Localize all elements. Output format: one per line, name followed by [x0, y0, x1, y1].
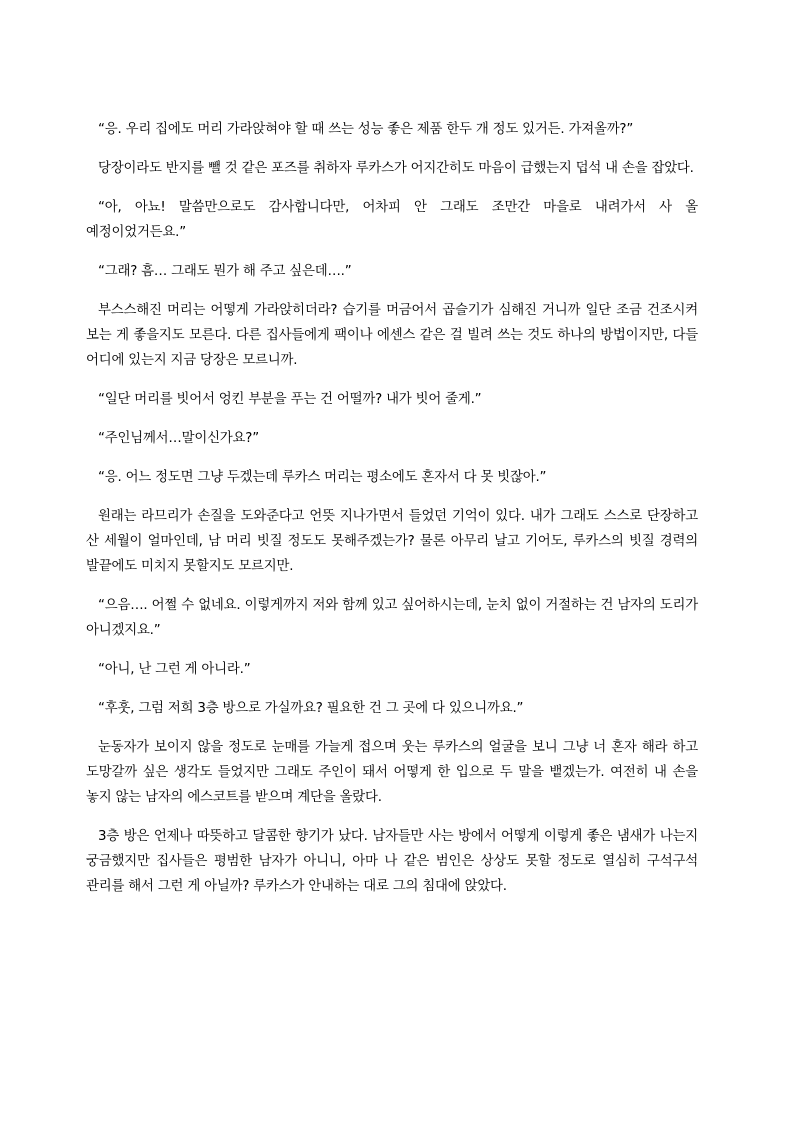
paragraph: “응. 우리 집에도 머리 가라앉혀야 할 때 쓰는 성능 좋은 제품 한두 개 정도 있거든. 가져올까?”	[98, 122, 634, 137]
paragraph: “후훗, 그럼 저희 3층 방으로 가실까요? 필요한 건 그 곳에 다 있으니까요.”	[98, 701, 524, 716]
paragraph: “아니, 난 그런 게 아니라.”	[98, 662, 251, 677]
paragraph: “아, 아뇨! 말씀만으로도 감사합니다만, 어차피 안 그래도 조만간 마을로 내려가서 사 올 예정이었거든요.”	[86, 200, 698, 240]
paragraph: 부스스해진 머리는 어떻게 가라앉히더라? 습기를 머금어서 곱슬기가 심해진 거니까 일단 조금 건조시켜 보는 게 좋을지도 모른다. 다른 집사들에게 팩이나 에센스 같은 걸 빌려 쓰는 것도 하나의 방법이지만, 다들 어디에 있는지 지금 당장은 모르니까.	[86, 303, 698, 368]
paragraph: 원래는 라므리가 손질을 도와준다고 언뜻 지나가면서 들었던 기억이 있다. 내가 그래도 스스로 단장하고 산 세월이 얼마인데, 남 머리 빗질 정도도 못해주겠는가? 물론 아무리 날고 기어도, 루카스의 빗질 경력의 발끝에도 미치지 못할지도 모르지만.	[86, 509, 698, 574]
paragraph: 3층 방은 언제나 따뜻하고 달콤한 향기가 났다. 남자들만 사는 방에서 어떻게 이렇게 좋은 냄새가 나는지 궁금했지만 집사들은 평범한 남자가 아니니, 아마 나 같은 범인은 상상도 못할 정도로 열심히 구석구석 관리를 해서 그런 게 아닐까? 루카스가 안내하는 대로 그의 침대에 앉았다.	[86, 829, 698, 894]
paragraph: “일단 머리를 빗어서 엉킨 부분을 푸는 건 어떨까? 내가 빗어 줄게.”	[98, 392, 482, 407]
body-text	[86, 117, 698, 913]
paragraph: “그래? 흠… 그래도 뭔가 해 주고 싶은데….”	[98, 264, 352, 279]
paragraph: 당장이라도 반지를 뺄 것 같은 포즈를 취하자 루카스가 어지간히도 마음이 급했는지 덥석 내 손을 잡았다.	[98, 161, 694, 176]
paragraph: 눈동자가 보이지 않을 정도로 눈매를 가늘게 접으며 웃는 루카스의 얼굴을 보니 그냥 너 혼자 해라 하고 도망갈까 싶은 생각도 들었지만 그래도 주인이 돼서 어떻게 한 입으로 두 말을 뱉겠는가. 여전히 내 손을 놓지 않는 남자의 에스코트를 받으며 계단을 올랐다.	[86, 740, 698, 805]
paragraph: “주인님께서…말이신가요?”	[98, 431, 259, 446]
paragraph: “으음…. 어쩔 수 없네요. 이렇게까지 저와 함께 있고 싶어하시는데, 눈치 없이 거절하는 건 남자의 도리가 아니겠지요.”	[86, 598, 698, 638]
paragraph: “응. 어느 정도면 그냥 두겠는데 루카스 머리는 평소에도 혼자서 다 못 빗잖아.”	[98, 470, 547, 485]
